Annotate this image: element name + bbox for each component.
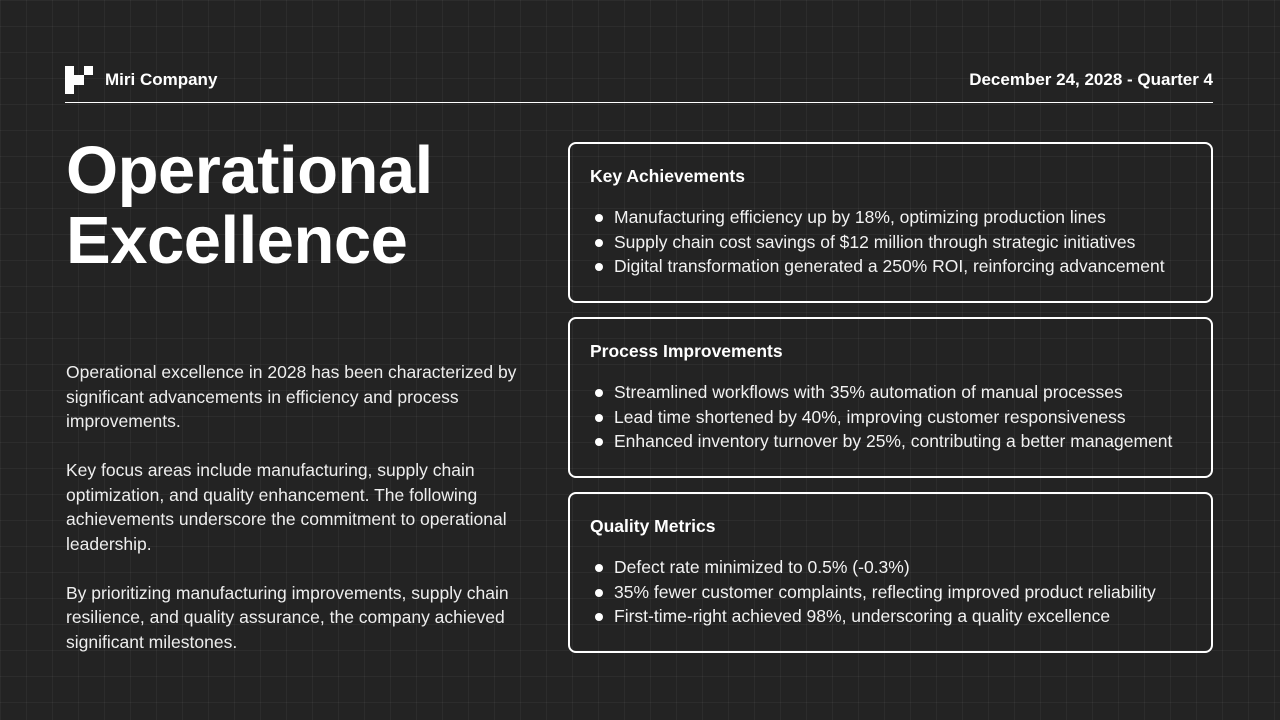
list-item: Supply chain cost savings of $12 million through strategic initiatives [590, 230, 1191, 255]
list-item: Manufacturing efficiency up by 18%, optimizing production lines [590, 205, 1191, 230]
header [65, 66, 1213, 103]
list-item: Enhanced inventory turnover by 25%, contributing a better management [590, 429, 1191, 454]
card-quality-metrics [568, 492, 1213, 653]
card-title: Process Improvements [590, 341, 783, 361]
company-logo-icon [65, 66, 93, 94]
title-line-2: Excellence [66, 203, 408, 278]
report-date: December 24, 2028 - Quarter 4 [969, 70, 1213, 89]
list-item: 35% fewer customer complaints, reflecting improved product reliability [590, 580, 1191, 605]
card-process-improvements [568, 317, 1213, 478]
list-item: Lead time shortened by 40%, improving customer responsiveness [590, 405, 1191, 430]
title-line-1: Operational [66, 133, 433, 208]
card-key-achievements [568, 142, 1213, 303]
description-paragraph: By prioritizing manufacturing improvements, supply chain resilience, and quality assurance, the company achieved significant milestones. [66, 582, 509, 652]
page-title [66, 133, 546, 278]
list-item: Digital transformation generated a 250% ROI, reinforcing advancement [590, 254, 1191, 279]
brand [65, 66, 217, 102]
list-item: Streamlined workflows with 35% automation of manual processes [590, 380, 1191, 405]
company-name: Miri Company [105, 70, 218, 89]
card-title: Key Achievements [590, 166, 745, 186]
description [66, 360, 526, 679]
card-title: Quality Metrics [590, 516, 716, 536]
list-item: Defect rate minimized to 0.5% (-0.3%) [590, 555, 1191, 580]
list-item: First-time-right achieved 98%, underscoring a quality excellence [590, 604, 1191, 629]
description-paragraph: Operational excellence in 2028 has been characterized by significant advancements in efficiency and process improvements. [66, 362, 517, 431]
description-paragraph: Key focus areas include manufacturing, supply chain optimization, and quality enhancement. The following achievements underscore the commitment to operational leadership. [66, 460, 507, 554]
